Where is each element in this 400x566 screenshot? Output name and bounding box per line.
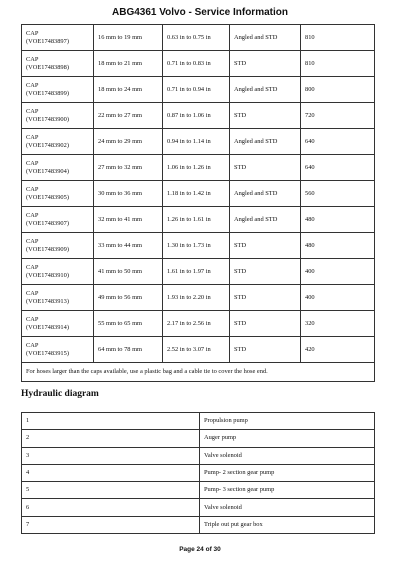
fitting-type-cell: STD: [230, 103, 301, 129]
quantity-cell: 480: [301, 207, 375, 233]
fitting-type-cell: STD: [230, 311, 301, 337]
size-mm-cell: 27 mm to 32 mm: [94, 155, 163, 181]
fitting-type-cell: Angled and STD: [230, 207, 301, 233]
size-inch-cell: 0.87 in to 1.06 in: [163, 103, 230, 129]
size-mm-cell: 18 mm to 24 mm: [94, 77, 163, 103]
fitting-type-cell: Angled and STD: [230, 129, 301, 155]
table-row: [22, 259, 375, 285]
caps-table-body: [22, 25, 375, 382]
fitting-type-cell: STD: [230, 155, 301, 181]
fitting-type-cell: STD: [230, 259, 301, 285]
cap-label: CAP: [26, 29, 39, 37]
size-mm-cell: 18 mm to 21 mm: [94, 51, 163, 77]
cap-part-number: (VOE17483897): [26, 37, 69, 45]
cap-label: CAP: [26, 289, 39, 297]
size-inch-cell: 0.71 in to 0.83 in: [163, 51, 230, 77]
size-mm-cell: 32 mm to 41 mm: [94, 207, 163, 233]
size-inch-cell: 1.06 in to 1.26 in: [163, 155, 230, 181]
quantity-cell: 800: [301, 77, 375, 103]
cap-part-cell: [22, 233, 94, 259]
component-name: Triple out put gear box: [200, 516, 375, 533]
table-row: [22, 482, 375, 499]
quantity-cell: 400: [301, 285, 375, 311]
cap-label: CAP: [26, 341, 39, 349]
table-row: [22, 337, 375, 363]
fitting-type-cell: STD: [230, 51, 301, 77]
cap-part-cell: [22, 25, 94, 51]
table-row: [22, 464, 375, 481]
table-row: [22, 447, 375, 464]
cap-part-cell: [22, 337, 94, 363]
table-row: [22, 413, 375, 430]
cap-label: CAP: [26, 55, 39, 63]
hydraulic-table: [21, 412, 375, 534]
cap-label: CAP: [26, 81, 39, 89]
fitting-type-cell: STD: [230, 233, 301, 259]
cap-label: CAP: [26, 107, 39, 115]
hydraulic-diagram-heading: Hydraulic diagram: [21, 389, 99, 399]
table-row: [22, 499, 375, 516]
fitting-type-cell: STD: [230, 285, 301, 311]
cap-part-cell: [22, 129, 94, 155]
quantity-cell: 810: [301, 51, 375, 77]
size-mm-cell: 55 mm to 65 mm: [94, 311, 163, 337]
component-name: Valve solenoid: [200, 499, 375, 516]
size-inch-cell: 1.26 in to 1.61 in: [163, 207, 230, 233]
component-number: 6: [22, 499, 200, 516]
size-mm-cell: 24 mm to 29 mm: [94, 129, 163, 155]
size-inch-cell: 0.94 in to 1.14 in: [163, 129, 230, 155]
quantity-cell: 810: [301, 25, 375, 51]
cap-part-cell: [22, 285, 94, 311]
component-number: 1: [22, 413, 200, 430]
fitting-type-cell: STD: [230, 337, 301, 363]
component-name: Auger pump: [200, 430, 375, 447]
cap-part-cell: [22, 155, 94, 181]
table-row: [22, 51, 375, 77]
table-note-row: [22, 363, 375, 382]
component-number: 3: [22, 447, 200, 464]
table-row: [22, 155, 375, 181]
cap-part-cell: [22, 311, 94, 337]
cap-part-number: (VOE17483907): [26, 219, 69, 227]
cap-part-cell: [22, 51, 94, 77]
hydraulic-table-body: [22, 413, 375, 534]
component-name: Valve solenoid: [200, 447, 375, 464]
quantity-cell: 560: [301, 181, 375, 207]
size-inch-cell: 1.18 in to 1.42 in: [163, 181, 230, 207]
table-row: [22, 103, 375, 129]
component-name: Propulsion pump: [200, 413, 375, 430]
size-inch-cell: 1.30 in to 1.73 in: [163, 233, 230, 259]
cap-label: CAP: [26, 237, 39, 245]
cap-part-number: (VOE17483898): [26, 63, 69, 71]
table-row: [22, 430, 375, 447]
fitting-type-cell: Angled and STD: [230, 25, 301, 51]
size-mm-cell: 41 mm to 50 mm: [94, 259, 163, 285]
size-inch-cell: 2.52 in to 3.07 in: [163, 337, 230, 363]
cap-label: CAP: [26, 315, 39, 323]
table-row: [22, 25, 375, 51]
size-inch-cell: 0.63 in to 0.75 in: [163, 25, 230, 51]
cap-label: CAP: [26, 211, 39, 219]
cap-part-cell: [22, 207, 94, 233]
table-row: [22, 181, 375, 207]
table-row: [22, 311, 375, 337]
page-number: Page 24 of 30: [179, 546, 221, 553]
component-number: 4: [22, 464, 200, 481]
size-mm-cell: 33 mm to 44 mm: [94, 233, 163, 259]
component-name: Pump- 3 section gear pump: [200, 482, 375, 499]
size-mm-cell: 22 mm to 27 mm: [94, 103, 163, 129]
cap-part-number: (VOE17483905): [26, 193, 69, 201]
cap-part-number: (VOE17483909): [26, 245, 69, 253]
cap-part-number: (VOE17483913): [26, 297, 69, 305]
fitting-type-cell: Angled and STD: [230, 181, 301, 207]
page-header-title: ABG4361 Volvo - Service Information: [112, 7, 288, 18]
cap-label: CAP: [26, 133, 39, 141]
component-number: 2: [22, 430, 200, 447]
quantity-cell: 420: [301, 337, 375, 363]
table-note: For hoses larger than the caps available, use a plastic bag and a cable tie to cover the hose end.: [22, 363, 375, 382]
table-row: [22, 285, 375, 311]
quantity-cell: 480: [301, 233, 375, 259]
size-inch-cell: 1.61 in to 1.97 in: [163, 259, 230, 285]
component-name: Pump- 2 section gear pump: [200, 464, 375, 481]
cap-part-cell: [22, 103, 94, 129]
table-row: [22, 129, 375, 155]
cap-part-number: (VOE17483900): [26, 115, 69, 123]
cap-part-number: (VOE17483904): [26, 167, 69, 175]
quantity-cell: 640: [301, 129, 375, 155]
cap-part-number: (VOE17483899): [26, 89, 69, 97]
quantity-cell: 720: [301, 103, 375, 129]
cap-part-cell: [22, 259, 94, 285]
cap-label: CAP: [26, 159, 39, 167]
size-inch-cell: 1.93 in to 2.20 in: [163, 285, 230, 311]
caps-table: [21, 24, 375, 382]
cap-part-number: (VOE17483914): [26, 323, 69, 331]
size-mm-cell: 49 mm to 56 mm: [94, 285, 163, 311]
cap-part-number: (VOE17483902): [26, 141, 69, 149]
table-row: [22, 77, 375, 103]
size-mm-cell: 16 mm to 19 mm: [94, 25, 163, 51]
fitting-type-cell: Angled and STD: [230, 77, 301, 103]
table-row: [22, 516, 375, 533]
component-number: 5: [22, 482, 200, 499]
cap-part-cell: [22, 77, 94, 103]
cap-label: CAP: [26, 263, 39, 271]
size-mm-cell: 30 mm to 36 mm: [94, 181, 163, 207]
cap-part-number: (VOE17483915): [26, 349, 69, 357]
size-inch-cell: 2.17 in to 2.56 in: [163, 311, 230, 337]
table-row: [22, 233, 375, 259]
quantity-cell: 400: [301, 259, 375, 285]
quantity-cell: 320: [301, 311, 375, 337]
cap-part-cell: [22, 181, 94, 207]
cap-part-number: (VOE17483910): [26, 271, 69, 279]
size-mm-cell: 64 mm to 78 mm: [94, 337, 163, 363]
table-row: [22, 207, 375, 233]
cap-label: CAP: [26, 185, 39, 193]
component-number: 7: [22, 516, 200, 533]
size-inch-cell: 0.71 in to 0.94 in: [163, 77, 230, 103]
quantity-cell: 640: [301, 155, 375, 181]
